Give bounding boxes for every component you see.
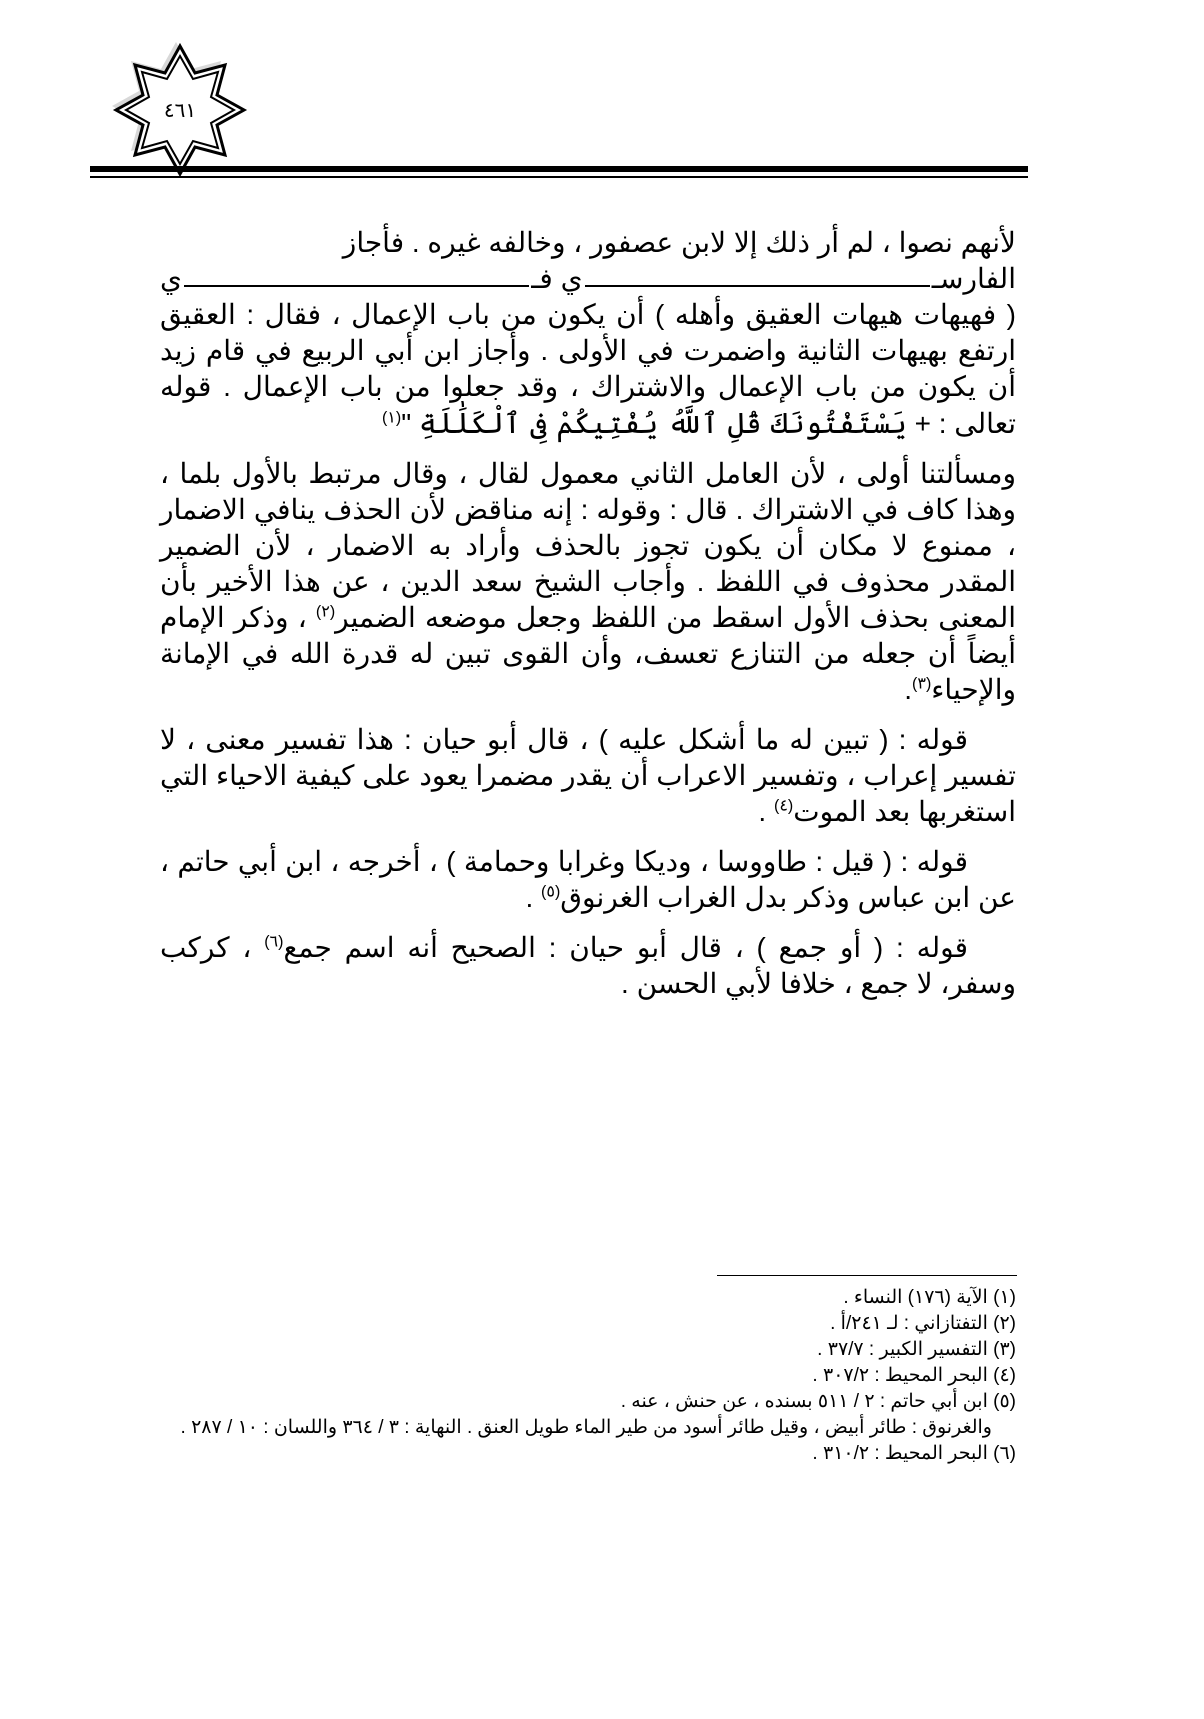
dashed-word-2: ي فـ [531,263,583,294]
paragraph-5 [160,930,1016,1002]
footnote-4: (٤) البحر المحيط : ٣٠٧/٢ . [812,1365,1016,1386]
paragraph-3-text: قوله : ( تبين له ما أشكل عليه ) ، قال أبو حيان : هذا تفسير معنى ، لا تفسير إعراب ، وتفسير الاعراب أن يقدر مضمرا يعود على كيفية الاحياء التي استغربها بعد الموت [160,724,1016,827]
paragraph-1-text: ( فهيهات هيهات العقيق وأهله ) أن يكون من باب الإعمال ، فقال : العقيق ارتفع بهيهات الثانية واضمرت في الأولى . وأجاز ابن أبي الربيع في قام زيد أن يكون من باب الإعمال والاشتراك ، وقد جعلوا من باب الإعمال . قوله تعالى : + [160,299,1016,439]
dashed-line [160,261,1016,297]
paragraph-4-end: . [525,882,542,913]
main-text [160,225,1016,1016]
paragraph-4-text: قوله : ( قيل : طاووسا ، وديكا وغرابا وحمامة ) ، أخرجه ، ابن أبي حاتم ، عن ابن عباس وذكر بدل الغراب الغرنوق [160,846,1016,913]
dashed-word-1: الفارسـ [931,263,1016,294]
footnote-ref-6[interactable]: (٦) [264,933,284,951]
paragraph-1 [160,225,1016,261]
footnote-ref-2[interactable]: (٢) [315,603,336,621]
quran-verse: يَسْتَفْتُونَكَ قُلِ ٱللَّهُ يُفْتِيكُمْ فِى ٱلْكَلَٰلَةِ [418,406,907,440]
paragraph-2b-text: ، وذكر الإمام أيضاً أن جعله من التنازع تعسف، وأن القوى تبين له قدرة الله في الإمانة والإحياء [160,602,1016,705]
footnote-divider [717,1275,1017,1276]
footnote-ref-1[interactable]: (١) [381,409,402,427]
paragraph-1-line-1: لأنهم نصوا ، لم أر ذلك إلا لابن عصفور ، وخالفه غيره . فأجاز [342,227,1016,258]
footnote-3: (٣) التفسير الكبير : ٣٧/٧ . [817,1339,1016,1360]
paragraph-2 [160,456,1016,708]
header-rule-thin [90,176,1028,178]
paragraph-5-end: ، كركب وسفر، لا جمع ، خلافا لأبي الحسن . [160,932,1016,999]
paragraph-2-text: ومسألتنا أولى ، لأن العامل الثاني معمول لقال ، وقال مرتبط بالأول بلما ، وهذا كاف في الاشتراك . قال : وقوله : إنه مناقض لأن الحذف ينافي الاضمار ، ممنوع لا مكان أن يكون تجوز بالحذف وأراد به الاضمار ، لأن الضمير المقدر محذوف في اللفظ . وأجاب الشيخ سعد الدين ، عن هذا الأخير بأن المعنى بحذف الأول اسقط من اللفظ وجعل موضعه الضمير [160,458,1017,633]
verse-close: " [401,408,419,439]
footnote-ref-3[interactable]: (٣) [912,675,932,693]
page-number-badge [110,40,250,180]
paragraph-1-continued [160,297,1016,442]
footnote-1: (١) الآية (١٧٦) النساء . [843,1287,1016,1308]
dashed-word-3: ي [159,263,182,294]
footnote-5-continuation: والغرنوق : طائر أبيض ، وقيل طائر أسود من طير الماء طويل العنق . النهاية : ٣ / ٣٦٤ واللسان : ١٠ / ٢٨٧ . [180,1417,992,1438]
paragraph-3 [160,722,1016,830]
footnote-6: (٦) البحر المحيط : ٣١٠/٢ . [812,1443,1016,1464]
paragraph-5-text: قوله : ( أو جمع ) ، قال أبو حيان : الصحيح أنه اسم جمع [283,932,968,963]
header-rule-thick [90,166,1028,172]
footnote-ref-5[interactable]: (٥) [541,883,561,901]
paragraph-4 [160,844,1016,916]
footnote-5: (٥) ابن أبي حاتم : ٢ / ٥١١ بسنده ، عن حنش ، عنه . [620,1391,1016,1412]
footnotes [160,1285,1016,1467]
footnote-ref-4[interactable]: (٤) [773,797,794,815]
paragraph-2-end: . [904,674,913,705]
footnote-2: (٢) التفتازاني : لـ ٢٤١/أ . [830,1313,1016,1334]
paragraph-3-end: . [758,796,774,827]
page-number: ٤٦١ [163,98,197,122]
